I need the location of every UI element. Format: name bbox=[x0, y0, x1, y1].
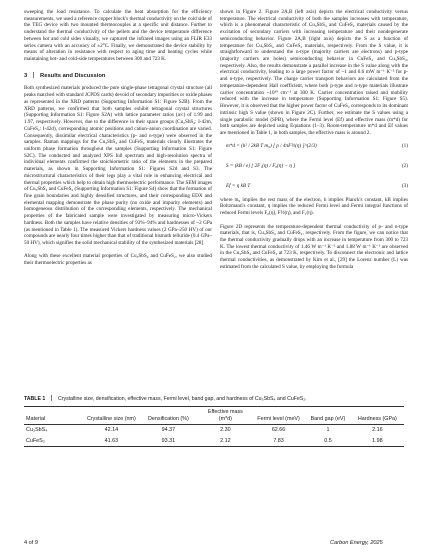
table-1 bbox=[24, 395, 404, 447]
table-header-row bbox=[24, 407, 404, 425]
col-header: Band gap (eV) bbox=[305, 407, 351, 425]
equation-1 bbox=[220, 137, 408, 157]
equation-number: (1) bbox=[401, 142, 408, 149]
table-cell: CuFeS₂ bbox=[24, 436, 85, 447]
paragraph: shown in Figure 2. Figure 2A,B (left axis) depicts the electrical conductivity versus temperature. The electrical conductivity of both the samples increases with temperature, which is a phenomenal characteristic of Cu₃SbS₄ and CuFeS₂ materials caused by the excitation of secondary carriers with increasing temperature and their nondegenerate semiconducting behavior. Figure 2A,B (right axis) depicts the S as a function of temperature for Cu₃SbS₄ and CuFeS₂ materials, respectively. From the S value, it is straightforward to understand the n-type (majority carriers are electrons) and p-type (majority carriers are holes) semiconducting behavior in CuFeS₂ and Cu₃SbS₄, respectively. Also, the results demonstrate a parallel increase in the S value along with the electrical conductivity, leading to a large power factor of ~1 and 0.6 mW m⁻¹ K⁻² for p- and n-type, respectively. The charge carrier transport behaviors are calculated from the temperature-dependent Hall coefficient, where both p-type and n-type materials illustrate carrier concentration ~10¹⁹ cm⁻³ at 300 K. Carrier concentration raised and mobility reduced with the increase in temperature (Supporting Information S1: Figure S5). However, it is observed that the higher power factor of CuFeS₂ corresponds to its dominant intrinsic high S value (shown in Figure 2C). Further, we estimate the S values using a single parabolic model (SPB), where the Fermi level (Ef) and effective mass (m*d) for both samples are depicted using Equations (1–3). Room-temperature m*d and Ef values are mentioned in Table 1, in both samples, the effective mass is around 2. bbox=[220, 9, 408, 136]
section-title: Results and Discussion bbox=[40, 72, 106, 79]
col-header: Hardness (GPa) bbox=[351, 407, 404, 425]
paragraph: sweeping the load resistance. To calculate the heat absorption for the efficiency measurements, we used a reference copper block's thermal conductivity on the cold side of the TEG device with two mounted thermocouples at a specific unit distance. Further to understand the thermal conductivity of the pellets and the device temperature difference between hot and cold sides visually, we captured the infrared images using an FLIR E33 series camera with an accuracy of ±2°C. Finally, we demonstrated the device stability by means of alteration in resistance with respect to aging time and heating cycles while maintaining hot- and cold-side temperatures between 300 and 723 K. bbox=[24, 9, 212, 63]
table-cell: 41.63 bbox=[85, 436, 138, 447]
col-header: Effective mass (m*d) bbox=[199, 407, 252, 425]
table-row bbox=[24, 436, 404, 447]
equation-2 bbox=[220, 157, 408, 177]
equation-number: (2) bbox=[401, 162, 408, 169]
paragraph: Along with these excellent material properties of Cu₃SbS₄ and CuFeS₂, we also studied their thermoelectric properties as bbox=[24, 253, 212, 267]
left-column bbox=[24, 9, 212, 267]
equation-body: Ef = η kB T bbox=[226, 182, 251, 189]
table-caption bbox=[24, 395, 404, 402]
table-cell: 1 bbox=[326, 427, 330, 434]
equation-3 bbox=[220, 177, 408, 197]
table-cell: 42.14 bbox=[104, 427, 119, 434]
table-caption-text: Crystalline size, densification, effective mass, Fermi level, band gap, and hardness of Cu₃SbS₄ and CuFeS₂. bbox=[58, 396, 307, 402]
section-number: 3 bbox=[24, 72, 28, 79]
col-header: Fermi level (meV) bbox=[252, 407, 305, 425]
paragraph: where m₀ implies the rest mass of the electron, h implies Planck's constant, kB implies Boltzmann's constant, η implies the reduced Fermi level and Fermi integral functions of reduced Fermi levels F₀(η), F½(η), and F₁(η). bbox=[220, 196, 408, 217]
col-header: Crystalline size (nm) bbox=[85, 407, 138, 425]
journal-name: Carbon Energy, 2025 bbox=[330, 540, 383, 546]
section-heading bbox=[24, 72, 212, 80]
table-cell: 1.98 bbox=[351, 436, 404, 447]
col-header: Densification (%) bbox=[138, 407, 199, 425]
paragraph: Figure 2D represents the temperature-dependent thermal conductivity of p- and n-type materials, that is, Cu₃SbS₄ and CuFeS₂, respectively. From the figure, we can notice that the thermal conductivity gradually drops with an increase in temperature from 300 to 723 K. The lowest thermal conductivity of 1.46 W m⁻¹ K⁻¹ and 1.88 W m⁻¹ K⁻¹ are observed in the Cu₃SbS₄ and CuFeS₂ at 723 K, respectively. To disconnect the electronic and lattice thermal conductivities, as demonstrated by Kim et al., [29] the Lorenz number (L) was estimated from the calculated S value, by employing the formula bbox=[220, 223, 408, 270]
table-cell: 7.83 bbox=[252, 436, 305, 447]
table-cell: 93.31 bbox=[138, 436, 199, 447]
equation-number: (3) bbox=[401, 182, 408, 189]
right-column bbox=[220, 9, 408, 271]
equation-body: S = (kB / e) [ 2F₁(η) / F₀(η) − η ] bbox=[226, 162, 296, 169]
table-cell: 0.5 bbox=[305, 436, 351, 447]
table-cell: 2.30 bbox=[220, 427, 231, 434]
page-number: 4 of 9 bbox=[24, 540, 38, 546]
data-table bbox=[24, 406, 404, 447]
table-cell: 62.66 bbox=[271, 427, 286, 434]
table-label: TABLE 1 bbox=[24, 396, 46, 402]
heading-divider bbox=[33, 72, 34, 78]
table-cell: 2.16 bbox=[372, 427, 383, 434]
table-cell: 2.12 bbox=[199, 436, 252, 447]
table-cell: Cu₃SbS₄ bbox=[26, 427, 48, 434]
table-row bbox=[24, 425, 404, 436]
col-header: Material bbox=[24, 407, 85, 425]
equation-body: m*d = (h² / 2kB T m₀) [ p / 4πF½(η) ]^(2/3) bbox=[226, 142, 317, 149]
paragraph: Both synthesized materials produced the pure single-phase tetragonal crystal structure (all peaks matched with standard JCPDS cards) devoid of secondary impurities or oxide phases as represented in the XRD patterns (Supporting Information S1: Figure S2B). From the XRD patterns, we confirmed that both samples exhibit tetragonal crystal structures (Supporting Information S1: Figure S2A) with lattice parameter ratios (a/c) of 1.99 and 1.97, respectively. However, due to the difference in their space groups (Cu₂SbS₄: I-42m, CuFeS₂: I-42d), corresponding atomic positions and cation–anion coordination are varied. Consequently, dissimilar electrical characteristics (p- and n-type) were observed in the samples. Raman mappings for the Cu₃SbS₄ and CuFeS₂ materials clearly illustrates the uniform phase formation throughout the samples (Supporting Information S1: Figure S2C). The conducted and analyzed XPS full spectrum and high-resolution spectra of individual elements confirmed the stoichiometric ratio of the elements in the prepared materials, as shown in Supporting Information S1: Figures S2d and S3. The microstructural characteristics of their legs play a vital role in enhancing electrical and thermal properties which help to obtain high thermoelectric performance. The SEM images of Cu₃SbS₄ and CuFeS₂ (Supporting Information S1: Figure S4) show that the formation of fine grain boundaries and highly densified structures, and their corresponding EDX and elemental mapping demonstrate the phase purity (no oxide and impurity elements) and homogeneous distribution of the corresponding elements, respectively. The mechanical properties of the fabricated sample were investigated by measuring micro-Vickers hardness. Both the samples have relative densities of 93%–94% and hardnesses of ~2 GPa (as mentioned in Table 1). The measured Vickers hardness values (2 GPa–250 HV) of our compounds are nearly four times higher than that of traditional bismuth telluride (0.4 GPa–50 HV), which signifies the solid mechanical stability of the synthesized materials [28] bbox=[24, 85, 213, 246]
caption-divider bbox=[51, 395, 52, 401]
table-cell: 94.37 bbox=[161, 427, 176, 434]
